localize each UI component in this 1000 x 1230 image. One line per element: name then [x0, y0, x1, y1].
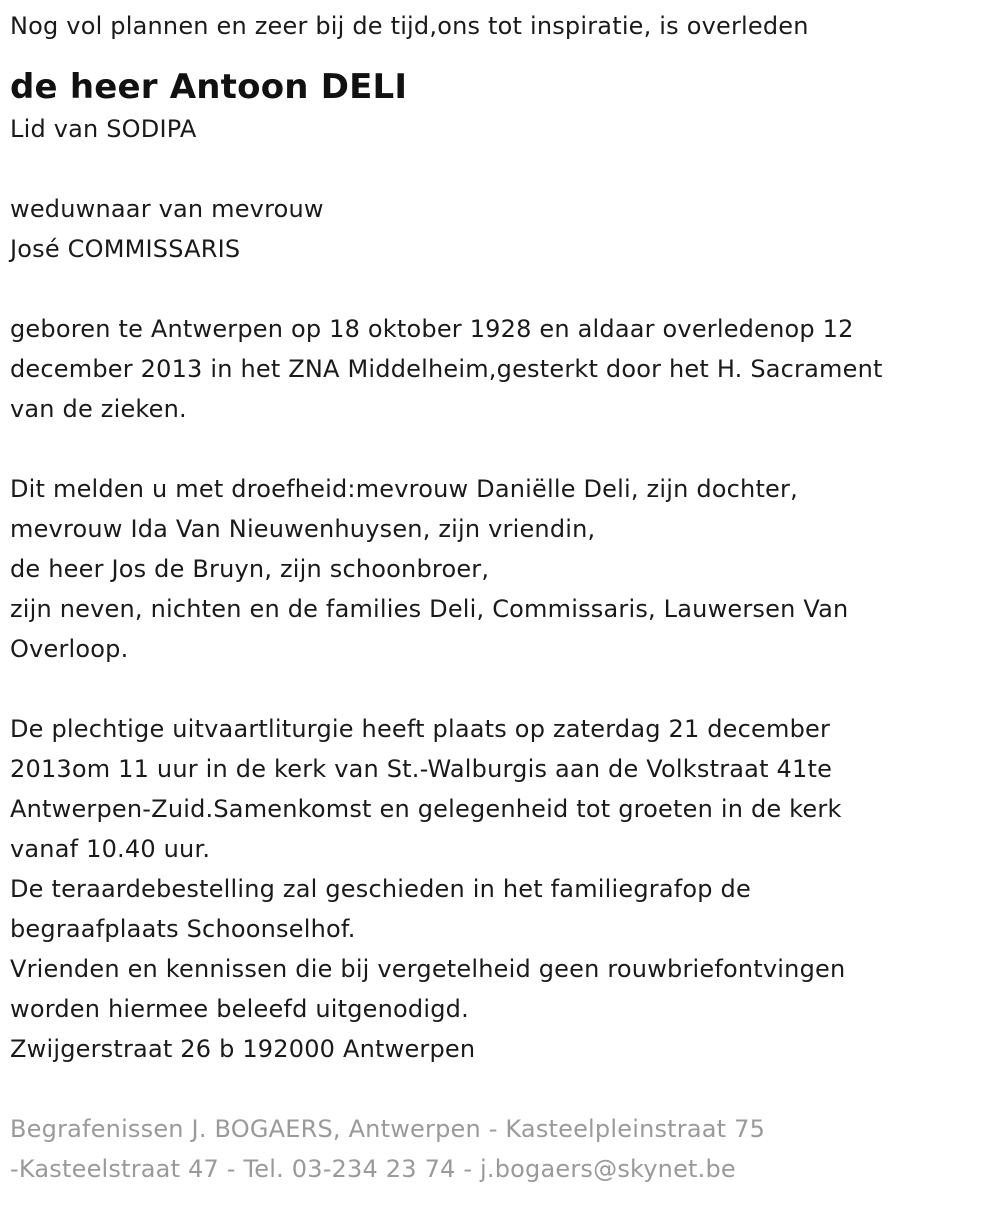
paragraph-line: van de zieken. [10, 395, 187, 423]
paragraph-line: De teraardebestelling zal geschieden in het familiegrafop de [10, 875, 751, 903]
membership-text: Lid van SODIPA [10, 115, 197, 143]
paragraph-line: zijn neven, nichten en de families Deli, Commissaris, Lauwersen Van [10, 595, 849, 623]
paragraph-line: mevrouw Ida Van Nieuwenhuysen, zijn vriendin, [10, 515, 596, 543]
paragraph-line: Dit melden u met droefheid:mevrouw Daniëlle Deli, zijn dochter, [10, 475, 798, 503]
footer-line: -Kasteelstraat 47 - Tel. 03-234 23 74 - j.bogaers@skynet.be [10, 1155, 736, 1183]
obituary-notice [10, 6, 985, 1189]
paragraph-line: worden hiermee beleefd uitgenodigd. [10, 995, 469, 1023]
announcers-paragraph [10, 469, 985, 669]
spouse-intro: weduwnaar van mevrouw [10, 195, 324, 223]
paragraph-line: de heer Jos de Bruyn, zijn schoonbroer, [10, 555, 490, 583]
paragraph-line: Antwerpen-Zuid.Samenkomst en gelegenheid tot groeten in de kerk [10, 795, 842, 823]
deceased-name: de heer Antoon DELI [10, 67, 408, 107]
paragraph-line: geboren te Antwerpen op 18 oktober 1928 en aldaar overledenop 12 [10, 315, 854, 343]
spacer [10, 429, 985, 469]
footer-line: Begrafenissen J. BOGAERS, Antwerpen - Kasteelpleinstraat 75 [10, 1115, 766, 1143]
paragraph-line: vanaf 10.40 uur. [10, 835, 211, 863]
paragraph-line: 2013om 11 uur in de kerk van St.-Walburgis aan de Volkstraat 41te [10, 755, 833, 783]
paragraph-line: Overloop. [10, 635, 129, 663]
funeral-home-footer [10, 1109, 985, 1189]
paragraph-line: De plechtige uitvaartliturgie heeft plaats op zaterdag 21 december [10, 715, 831, 743]
spacer [10, 669, 985, 709]
intro-text: Nog vol plannen en zeer bij de tijd,ons tot inspiratie, is overleden [10, 12, 809, 40]
spacer [10, 1069, 985, 1109]
address-line: Zwijgerstraat 26 b 192000 Antwerpen [10, 1035, 476, 1063]
paragraph-line: Vrienden en kennissen die bij vergetelheid geen rouwbriefontvingen [10, 955, 846, 983]
spouse-name: José COMMISSARIS [10, 235, 241, 263]
spacer [10, 269, 985, 309]
paragraph-line: december 2013 in het ZNA Middelheim,gesterkt door het H. Sacrament [10, 355, 883, 383]
spacer [10, 149, 985, 189]
paragraph-line: begraafplaats Schoonselhof. [10, 915, 356, 943]
ceremony-paragraph [10, 709, 985, 1069]
birth-death-paragraph [10, 309, 985, 429]
